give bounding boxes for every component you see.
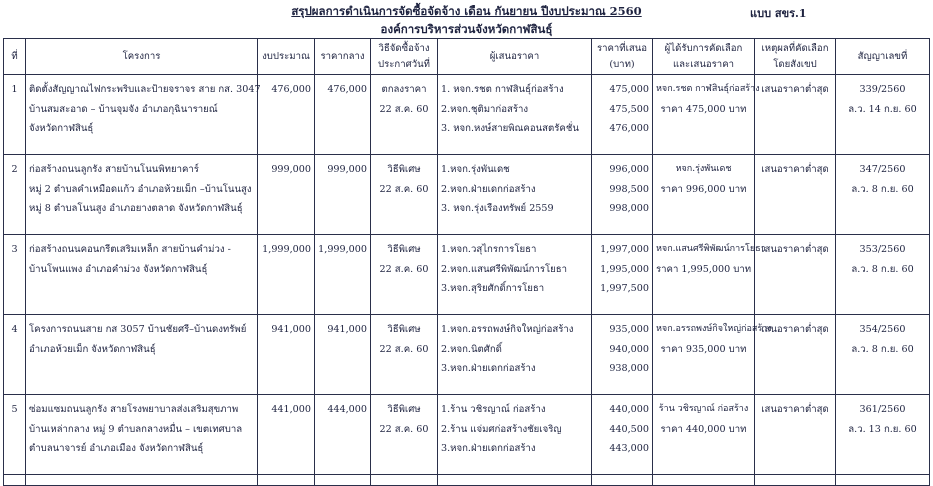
contract-cell: [836, 315, 930, 395]
column-header-label: สัญญาเลขที่: [857, 51, 908, 62]
bid-prices-cell-line: 475,000: [609, 84, 649, 95]
contract-cell-line: ล.ว. 8 ก.ย. 60: [851, 263, 914, 275]
method-cell-line: 22 ส.ค. 60: [379, 343, 429, 355]
bidders-cell-line: 2.หจก.แสนศรีพิพัฒน์การโยธา: [441, 263, 568, 275]
project-cell-line: ก่อสร้างถนนคอนกรีตเสริมเหล็ก สายบ้านคำม่วง -: [29, 244, 231, 255]
method-cell-line: วิธีพิเศษ: [387, 324, 421, 335]
bidders-cell-line: 2.ร้าน แจ่มศก่อสร้างชัยเจริญ: [441, 423, 562, 435]
col-bidders-header: [438, 39, 592, 75]
bidders-cell-line: 3.หจก.ฝ่ายเดกก่อสร้าง: [441, 363, 536, 374]
contract-cell-line: 361/2560: [859, 404, 906, 415]
winner-cell-line: หจก.แสนศรีพิพัฒน์การโยธา: [656, 244, 766, 254]
contract-cell: [836, 395, 930, 475]
median-price-cell: 444,000: [315, 395, 371, 475]
table-row-cutoff: [4, 475, 930, 486]
budget-cell: 941,000: [258, 315, 315, 395]
project-cell-line: จังหวัดกาฬสินธุ์: [29, 123, 94, 134]
median-price-cell: 999,000: [315, 155, 371, 235]
form-code: แบบ สขร.1: [750, 7, 807, 20]
bidders-cell-line: 2.หจก.ฝ่ายเดกก่อสร้าง: [441, 183, 536, 195]
contract-cell-line: ล.ว. 8 ก.ย. 60: [851, 183, 914, 195]
column-header-label: ประกาศวันที่: [378, 59, 430, 70]
bid-prices-cell-line: 443,000: [609, 443, 649, 454]
contract-cell-line: ล.ว. 13 ก.ย. 60: [848, 423, 917, 435]
method-cell: [371, 395, 438, 475]
project-cell-line: บ้านสมสะอาด – บ้านจุมจัง อำเภอกุฉินารายณ์: [29, 103, 218, 115]
winner-cell-line: หจก.รชต กาฬสินธุ์ก่อสร้าง: [656, 84, 760, 94]
project-cell-line: หมู่ 8 ตำบลโนนสูง อำเภอยางตลาด จังหวัดกาฬสินธุ์: [29, 203, 243, 214]
winner-cell-line: ราคา 996,000 บาท: [660, 183, 747, 195]
table-header-row: [4, 39, 930, 75]
reason-cell: เสนอราคาต่ำสุด: [755, 75, 836, 155]
bidders-cell-line: 1. หจก.รชต กาฬสินธุ์ก่อสร้าง: [441, 84, 564, 95]
bid-prices-cell: [592, 155, 653, 235]
table-row: [4, 235, 930, 315]
bid-prices-cell-line: 440,000: [609, 404, 649, 415]
col-method-header: [371, 39, 438, 75]
contract-cell-line: 354/2560: [859, 324, 906, 335]
empty-cell: [653, 475, 755, 486]
column-header-label: งบประมาณ: [262, 51, 310, 62]
bidders-cell-line: 2.หจก.ชุติมาก่อสร้าง: [441, 103, 529, 115]
method-cell-line: วิธีพิเศษ: [387, 244, 421, 255]
project-cell-line: อำเภอห้วยเม็ก จังหวัดกาฬสินธุ์: [29, 343, 156, 355]
empty-cell: [258, 475, 315, 486]
bidders-cell-line: 3. หจก.รุ่งเรืองทรัพย์ 2559: [441, 203, 554, 214]
table-row: [4, 315, 930, 395]
winner-cell: [653, 395, 755, 475]
budget-cell: 476,000: [258, 75, 315, 155]
median-price-cell: 1,999,000: [315, 235, 371, 315]
row-number: 5: [4, 395, 26, 475]
winner-cell-line: หจก.รุ่งพันเดช: [675, 164, 732, 174]
contract-cell: [836, 75, 930, 155]
bidders-cell-line: 3. หจก.หงษ์สายพิณคอนสตรัคชั่น: [441, 123, 579, 134]
column-header-label: (บาท): [609, 59, 635, 70]
bidders-cell: [438, 75, 592, 155]
median-price-cell: 476,000: [315, 75, 371, 155]
contract-cell: [836, 235, 930, 315]
method-cell-line: 22 ส.ค. 60: [379, 423, 429, 435]
bidders-cell: [438, 315, 592, 395]
column-header-label: ราคากลาง: [320, 51, 365, 62]
column-header-label: และเสนอราคา: [672, 59, 734, 70]
bid-prices-cell: [592, 75, 653, 155]
empty-cell: [592, 475, 653, 486]
winner-cell: [653, 75, 760, 155]
bid-prices-cell-line: 935,000: [609, 324, 649, 335]
col-contract-header: [836, 39, 930, 75]
reason-cell: เสนอราคาต่ำสุด: [755, 395, 836, 475]
contract-cell-line: 347/2560: [859, 164, 906, 175]
contract-cell-line: 353/2560: [859, 244, 906, 255]
bid-prices-cell-line: 1,997,500: [600, 283, 649, 294]
reason-cell: เสนอราคาต่ำสุด: [755, 235, 836, 315]
bid-prices-cell: [592, 315, 653, 395]
row-number: 4: [4, 315, 26, 395]
project-cell: [26, 315, 258, 395]
empty-cell: [836, 475, 930, 486]
budget-cell: 999,000: [258, 155, 315, 235]
method-cell-line: วิธีพิเศษ: [387, 404, 421, 415]
procurement-table: [3, 38, 930, 486]
bid-prices-cell-line: 940,000: [609, 343, 649, 355]
project-cell-line: ก่อสร้างถนนลูกรัง สายบ้านโนนพิทยาคาร์: [29, 164, 199, 175]
column-header-label: วิธีจัดซื้อจ้าง: [378, 43, 430, 54]
bidders-cell-line: 1.หจก.อรรถพงษ์กิจใหญ่ก่อสร้าง: [441, 324, 574, 335]
bidders-cell-line: 2.หจก.นิตศักดิ์: [441, 343, 502, 355]
contract-cell-line: ล.ว. 14 ก.ย. 60: [848, 103, 917, 115]
col-project-header: [26, 39, 258, 75]
column-header-label: ผู้ได้รับการคัดเลือก: [664, 43, 743, 54]
row-number: 2: [4, 155, 26, 235]
column-header-label: เหตุผลที่คัดเลือก: [761, 43, 829, 54]
project-cell: [26, 155, 258, 235]
project-cell: [26, 75, 261, 155]
project-cell-line: โครงการถนนสาย กส 3057 บ้านชัยศรี–บ้านดงทรัพย์: [29, 324, 247, 335]
row-number: 3: [4, 235, 26, 315]
project-cell-line: ติดตั้งสัญญาณไฟกระพริบและป้ายจราจร สาย กส. 3047: [29, 84, 261, 95]
winner-cell-line: ราคา 1,995,000 บาท: [656, 263, 752, 275]
table-row: [4, 75, 930, 155]
empty-cell: [26, 475, 258, 486]
winner-cell: [653, 155, 755, 235]
method-cell-line: วิธีพิเศษ: [387, 164, 421, 175]
bid-prices-cell-line: 998,000: [609, 203, 649, 214]
contract-cell-line: ล.ว. 8 ก.ย. 60: [851, 343, 914, 355]
bidders-cell: [438, 395, 592, 475]
bid-prices-cell-line: 1,995,000: [600, 263, 649, 275]
winner-cell-line: ราคา 935,000 บาท: [660, 343, 747, 355]
column-header-label: โดยสังเขป: [773, 59, 817, 70]
winner-cell: [653, 315, 772, 395]
col-winner-header: [653, 39, 755, 75]
bidders-cell-line: 1.หจก.รุ่งพันเดช: [441, 164, 510, 175]
method-cell: [371, 75, 438, 155]
method-cell-line: 22 ส.ค. 60: [379, 183, 429, 195]
project-cell-line: บ้านเหล่ากลาง หมู่ 9 ตำบลกลางหมื่น – เขตเทศบาล: [29, 423, 243, 435]
col-no-header: [4, 39, 26, 75]
column-header-label: ราคาที่เสนอ: [596, 43, 648, 54]
budget-cell: 441,000: [258, 395, 315, 475]
bidders-cell-line: 3.หจก.ฝ่ายเดกก่อสร้าง: [441, 443, 536, 454]
empty-cell: [371, 475, 438, 486]
method-cell: [371, 315, 438, 395]
empty-cell: [4, 475, 26, 486]
bid-prices-cell-line: 938,000: [609, 363, 649, 374]
project-cell: [26, 235, 258, 315]
reason-cell: เสนอราคาต่ำสุด: [755, 315, 836, 395]
bid-prices-cell: [592, 235, 653, 315]
col-median-price-header: [315, 39, 371, 75]
project-cell-line: หมู่ 2 ตำบลคำเหมือดแก้ว อำเภอห้วยเม็ก –บ้านโนนสูง: [29, 183, 252, 195]
project-cell-line: ตำบลนาจารย์ อำเภอเมือง จังหวัดกาฬสินธุ์: [29, 443, 204, 454]
method-cell: [371, 235, 438, 315]
bidders-cell-line: 1.ร้าน วชิรญาณ์ ก่อสร้าง: [441, 404, 546, 415]
project-cell: [26, 395, 258, 475]
col-budget-header: [258, 39, 315, 75]
median-price-cell: 941,000: [315, 315, 371, 395]
method-cell-line: ตกลงราคา: [381, 84, 427, 95]
report-title: สรุปผลการดำเนินการจัดซื้อจัดจ้าง เดือน กันยายน ปีงบประมาณ 2560: [291, 4, 642, 18]
empty-cell: [755, 475, 836, 486]
column-header-label: ที่: [11, 51, 18, 62]
bid-prices-cell-line: 440,500: [609, 423, 649, 435]
method-cell: [371, 155, 438, 235]
bidders-cell: [438, 155, 592, 235]
col-bid-price-header: [592, 39, 653, 75]
winner-cell-line: ราคา 440,000 บาท: [660, 423, 747, 435]
empty-cell: [315, 475, 371, 486]
empty-cell: [438, 475, 592, 486]
bid-prices-cell-line: 475,500: [609, 103, 649, 115]
bid-prices-cell: [592, 395, 653, 475]
winner-cell-line: หจก.อรรถพงษ์กิจใหญ่ก่อสร้าง: [656, 324, 772, 334]
contract-cell: [836, 155, 930, 235]
bid-prices-cell-line: 1,997,000: [600, 244, 649, 255]
table-row: [4, 155, 930, 235]
bidders-cell: [438, 235, 592, 315]
bid-prices-cell-line: 476,000: [609, 123, 649, 134]
column-header-label: โครงการ: [122, 51, 161, 62]
bidders-cell-line: 3.หจก.สุริยศักดิ์การโยธา: [441, 283, 545, 294]
col-reason-header: [755, 39, 836, 75]
organization-name: องค์การบริหารส่วนจังหวัดกาฬสินธุ์: [380, 22, 553, 36]
method-cell-line: 22 ส.ค. 60: [379, 103, 429, 115]
reason-cell: เสนอราคาต่ำสุด: [755, 155, 836, 235]
bid-prices-cell-line: 998,500: [609, 183, 649, 195]
project-cell-line: ซ่อมแซมถนนลูกรัง สายโรงพยาบาลส่งเสริมสุขภาพ: [29, 404, 239, 415]
bidders-cell-line: 1.หจก.วสุไกรการโยธา: [441, 244, 537, 255]
contract-cell-line: 339/2560: [859, 84, 906, 95]
budget-cell: 1,999,000: [258, 235, 315, 315]
method-cell-line: 22 ส.ค. 60: [379, 263, 429, 275]
winner-cell-line: ร้าน วชิรญาณ์ ก่อสร้าง: [658, 404, 749, 414]
table-row: [4, 395, 930, 475]
column-header-label: ผู้เสนอราคา: [489, 51, 540, 62]
project-cell-line: บ้านโพนแพง อำเภอคำม่วง จังหวัดกาฬสินธุ์: [29, 263, 208, 275]
winner-cell: [653, 235, 766, 315]
bid-prices-cell-line: 996,000: [609, 164, 649, 175]
row-number: 1: [4, 75, 26, 155]
winner-cell-line: ราคา 475,000 บาท: [660, 103, 747, 115]
